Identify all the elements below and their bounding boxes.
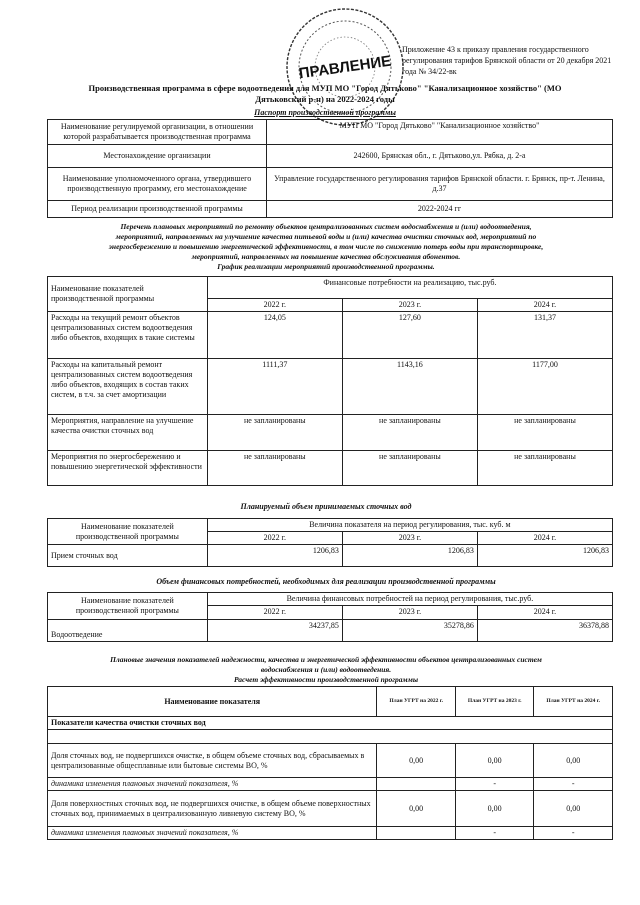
stamp-text: ПРАВЛЕНИЕ xyxy=(297,52,393,83)
measures-note-line: мероприятий, направленных на улучшение качества питьевой воды и (или) качества очистки сточных вод, мероприятий по xyxy=(115,232,537,241)
efficiency-col-name: Наименование показателя xyxy=(48,687,377,717)
title-line-1: Производственная программа в сфере водоотведения для МУП МО "Город Дятьково" "Канализационное хозяйство" (МО xyxy=(88,83,562,93)
efficiency-col-2024: План УГРТ на 2024 г. xyxy=(534,687,613,717)
schedule-row-label: Расходы на капитальный ремонт централизованных систем водоотведения либо объектов, входящих в состав таких систем, в т.ч. за счет амортизации xyxy=(48,359,208,415)
header-line-1: Приложение 43 к приказу правления государственного xyxy=(402,45,589,54)
schedule-value: 1111,37 xyxy=(207,359,342,415)
indicators-note-line: водоснабжения и (или) водоотведения. xyxy=(260,665,392,674)
finance-value: 36378,88 xyxy=(477,620,612,642)
efficiency-value: 0,00 xyxy=(377,791,456,827)
finance-col-value: Величина финансовых потребностей на период регулирования, тыс.руб. xyxy=(207,593,612,606)
volume-row-label: Прием сточных вод xyxy=(48,545,208,567)
document-title xyxy=(40,83,610,105)
schedule-value: не запланированы xyxy=(342,415,477,451)
volume-col-name: Наименование показателей производственной программы xyxy=(48,519,208,545)
passport-value: Управление государственного регулирования тарифов Брянской области. г. Брянск, пр-т. Ленина, д.37 xyxy=(267,168,613,201)
header-line-2: регулирования тарифов Брянской области от 20 декабря 2021 xyxy=(402,56,612,65)
schedule-value: не запланированы xyxy=(477,451,612,486)
passport-label: Наименование регулируемой организации, в отношении которой разрабатывается производственная программа xyxy=(48,120,267,145)
passport-label: Местонахождение организации xyxy=(48,145,267,168)
schedule-row-label: Мероприятия, направление на улучшение качества очистки сточных вод xyxy=(48,415,208,451)
volume-year: 2022 г. xyxy=(207,532,342,545)
finance-value: 35278,86 xyxy=(342,620,477,642)
volume-value: 1206,83 xyxy=(342,545,477,567)
finance-row-label: Водоотведение xyxy=(48,620,208,642)
schedule-value: 1177,00 xyxy=(477,359,612,415)
efficiency-value: 0,00 xyxy=(455,791,534,827)
passport-label: Период реализации производственной программы xyxy=(48,201,267,218)
efficiency-value: - xyxy=(534,827,613,840)
schedule-value: не запланированы xyxy=(207,451,342,486)
schedule-value: 124,05 xyxy=(207,312,342,359)
header-line-3: года № 34/22-вк xyxy=(402,67,457,76)
volume-value: 1206,83 xyxy=(477,545,612,567)
schedule-value: 131,37 xyxy=(477,312,612,359)
schedule-year: 2022 г. xyxy=(207,299,342,312)
volume-year: 2023 г. xyxy=(342,532,477,545)
schedule-value: 127,60 xyxy=(342,312,477,359)
schedule-row-label: Мероприятия по энергосбережению и повышению энергетической эффективности xyxy=(48,451,208,486)
spacer-row xyxy=(48,730,613,744)
schedule-col-finance: Финансовые потребности на реализацию, тыс.руб. xyxy=(207,277,612,299)
schedule-value: не запланированы xyxy=(342,451,477,486)
efficiency-value: 0,00 xyxy=(534,791,613,827)
volume-caption: Планируемый объем принимаемых сточных вод xyxy=(240,502,412,511)
efficiency-value xyxy=(377,827,456,840)
finance-year: 2022 г. xyxy=(207,606,342,620)
efficiency-row-label: Доля поверхностных сточных вод, не подвергшихся очистке, в общем объеме поверхностных сточных вод, принимаемых в централизованную ливневую систему ВО, % xyxy=(48,791,377,827)
efficiency-value: - xyxy=(455,778,534,791)
schedule-value: не запланированы xyxy=(207,415,342,451)
finance-value: 34237,85 xyxy=(207,620,342,642)
efficiency-section: Показатели качества очистки сточных вод xyxy=(48,717,613,730)
efficiency-table xyxy=(47,686,613,840)
efficiency-value: - xyxy=(455,827,534,840)
efficiency-row-label: динамика изменения плановых значений показателя, % xyxy=(48,827,377,840)
finance-caption: Объем финансовых потребностей, необходимых для реализации производственной программы xyxy=(156,577,496,586)
measures-note-line: мероприятий, направленных на повышение качества обслуживания абонентов. xyxy=(191,252,461,261)
efficiency-value: 0,00 xyxy=(455,744,534,778)
volume-col-value: Величина показателя на период регулирования, тыс. куб. м xyxy=(207,519,612,532)
indicators-note xyxy=(40,655,612,685)
indicators-note-line: Плановые значения показателей надежности, качества и энергетической эффективности объектов централизованных систем xyxy=(110,655,542,664)
efficiency-col-2023: План УГРТ на 2023 г. xyxy=(455,687,534,717)
volume-value: 1206,83 xyxy=(207,545,342,567)
schedule-row-label: Расходы на текущий ремонт объектов централизованных систем водоотведения либо объектов, входящих в такие системы xyxy=(48,312,208,359)
finance-year: 2024 г. xyxy=(477,606,612,620)
schedule-col-name: Наименование показателей производственной программы xyxy=(48,277,208,312)
passport-table xyxy=(47,119,613,218)
volume-year: 2024 г. xyxy=(477,532,612,545)
finance-col-name: Наименование показателей производственной программы xyxy=(48,593,208,620)
efficiency-value: 0,00 xyxy=(534,744,613,778)
efficiency-value: 0,00 xyxy=(377,744,456,778)
passport-value: 242600, Брянская обл., г. Дятьково,ул. Рябка, д. 2-а xyxy=(267,145,613,168)
passport-value: МУП МО "Город Дятьково" "Канализационное хозяйство" xyxy=(267,120,613,145)
finance-table xyxy=(47,592,613,642)
schedule-table xyxy=(47,276,613,486)
measures-note-line: Перечень плановых мероприятий по ремонту объектов централизованных систем водоснабжения и (или) водоотведения, xyxy=(120,222,532,231)
measures-note xyxy=(40,222,612,272)
schedule-value: не запланированы xyxy=(477,415,612,451)
title-line-2: Дятьковский р-н) на 2022-2024 годы xyxy=(255,94,395,104)
schedule-year: 2023 г. xyxy=(342,299,477,312)
schedule-year: 2024 г. xyxy=(477,299,612,312)
finance-year: 2023 г. xyxy=(342,606,477,620)
appendix-header xyxy=(402,44,634,77)
indicators-note-line: Расчет эффективности производственной программы xyxy=(233,675,419,684)
measures-note-line: График реализации мероприятий производственной программы. xyxy=(217,262,435,271)
passport-value: 2022-2024 гг xyxy=(267,201,613,218)
efficiency-row-label: динамика изменения плановых значений показателя, % xyxy=(48,778,377,791)
passport-caption: Паспорт производственной программы xyxy=(254,108,396,117)
efficiency-col-2022: План УГРТ на 2022 г. xyxy=(377,687,456,717)
measures-note-line: энергосбережению и повышению энергетической эффективности, в том числе по снижению потерь воды при транспортировке, xyxy=(108,242,544,251)
efficiency-row-label: Доля сточных вод, не подвергшихся очистке, в общем объеме сточных вод, сбрасываемых в централизованные общесплавные или бытовые системы ВО, % xyxy=(48,744,377,778)
efficiency-value xyxy=(377,778,456,791)
volume-table xyxy=(47,518,613,567)
efficiency-value: - xyxy=(534,778,613,791)
schedule-value: 1143,16 xyxy=(342,359,477,415)
passport-label: Наименование уполномоченного органа, утвердившего производственную программу, его местонахождение xyxy=(48,168,267,201)
